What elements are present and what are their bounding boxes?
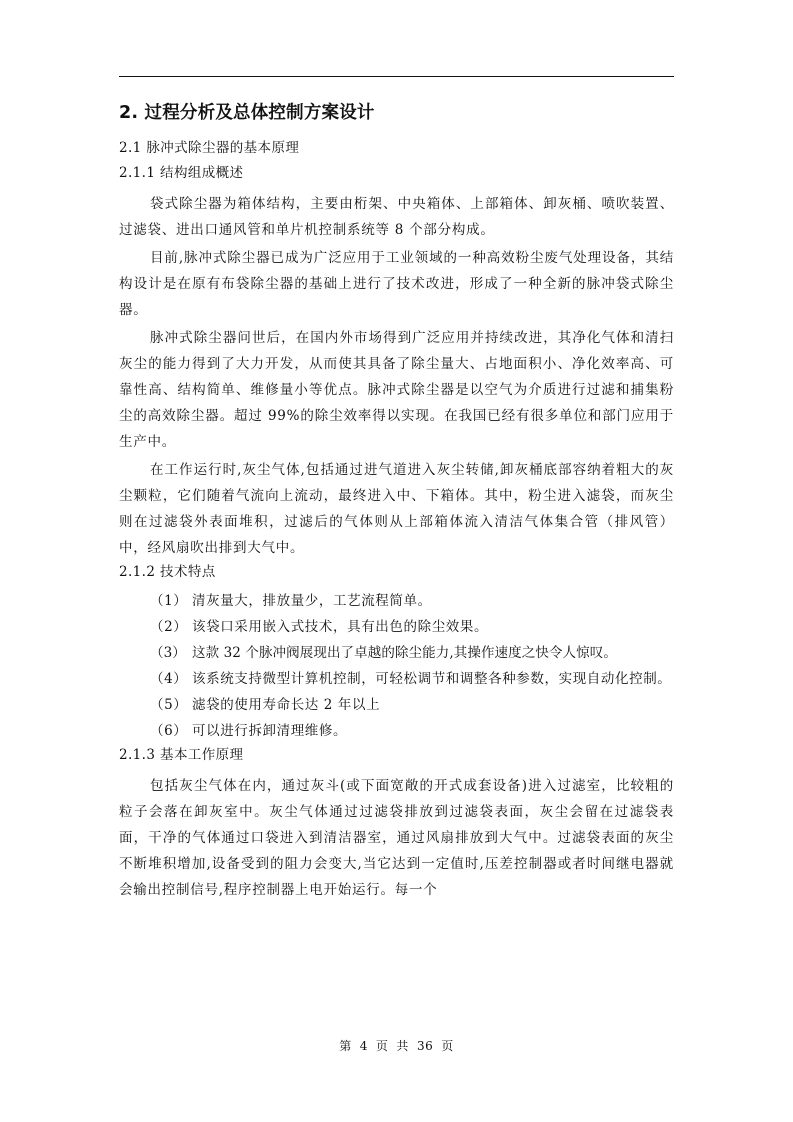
footer-page-label: 第 [339,1039,352,1053]
paragraph: 目前,脉冲式除尘器已成为广泛应用于工业领域的一种高效粉尘废气处理设备，其结构设计是在原有布袋除尘器的基础上进行了技术改进，形成了一种全新的脉冲袋式除尘器。 [119,250,674,318]
list-text: 清灰量大，排放量少，工艺流程简单。 [192,593,432,609]
list-text: 该袋口采用嵌入式技术，具有出色的除尘效果。 [192,619,489,635]
list-number: （2） [150,619,188,635]
list-number: （4） [150,671,188,687]
list-item [119,588,674,614]
feature-list [119,588,674,744]
list-text: 该系统支持微型计算机控制，可轻松调节和调整各种参数，实现自动化控制。 [192,671,672,687]
section-heading-2-1-3: 2.1.3 基本工作原理 [119,747,244,763]
footer-total-pages: 36 [416,1039,434,1053]
list-number: （6） [150,723,188,739]
section-heading-2-1-2: 2.1.2 技术特点 [119,564,216,580]
list-text: 滤袋的使用寿命长达 2 年以上 [192,697,381,713]
list-item [119,718,674,744]
list-text: 这款 32 个脉冲阀展现出了卓越的除尘能力,其操作速度之快令人惊叹。 [192,645,617,661]
page-footer [0,1038,793,1054]
list-text: 可以进行拆卸清理维修。 [192,723,348,739]
list-number: （1） [150,593,188,609]
list-item [119,614,674,640]
page-content [119,93,674,903]
paragraph: 袋式除尘器为箱体结构，主要由桁架、中央箱体、上部箱体、卸灰桶、喷吹装置、过滤袋、进出口通风管和单片机控制系统等 8 个部分构成。 [119,196,674,238]
footer-page-unit: 页 [375,1039,389,1053]
section-heading-2-1-1: 2.1.1 结构组成概述 [119,165,244,181]
list-item [119,640,674,666]
footer-page-number: 4 [359,1039,368,1053]
footer-total-unit: 页 [441,1039,454,1053]
list-item [119,692,674,718]
list-item [119,666,674,692]
paragraph: 脉冲式除尘器问世后，在国内外市场得到广泛应用并持续改进，其净化气体和清扫灰尘的能力得到了大力开发，从而使其具备了除尘量大、占地面积小、净化效率高、可靠性高、结构简单、维修量小等优点。脉冲式除尘器是以空气为介质进行过滤和捕集粉尘的高效除尘器。超过 99%的除尘效率得以实现。在我国已经有很多单位和部门应用于生产中。 [119,330,674,450]
footer-total-label: 共 [396,1039,409,1053]
paragraph: 包括灰尘气体在内，通过灰斗(或下面宽敞的开式成套设备)进入过滤室，比较粗的粒子会落在卸灰室中。灰尘气体通过过滤袋排放到过滤袋表面，灰尘会留在过滤袋表面，干净的气体通过口袋进入到清洁器室，通过风扇排放到大气中。过滤袋表面的灰尘不断堆积增加,设备受到的阻力会变大,当它达到一定值时,压差控制器或者时间继电器就会输出控制信号,程序控制器上电开始运行。每一个 [119,778,674,898]
section-heading-2-1: 2.1 脉冲式除尘器的基本原理 [119,140,300,156]
list-number: （5） [150,697,188,713]
chapter-title: 2. 过程分析及总体控制方案设计 [119,103,375,123]
list-number: （3） [150,645,186,661]
paragraph: 在工作运行时,灰尘气体,包括通过进气道进入灰尘转储,卸灰桶底部容纳着粗大的灰尘颗粒，它们随着气流向上流动，最终进入中、下箱体。其中，粉尘进入滤袋，而灰尘则在过滤袋外表面堆积，过滤后的气体则从上部箱体流入清洁气体集合管（排风管）中，经风扇吹出排到大气中。 [119,462,674,556]
header-rule [119,76,674,77]
